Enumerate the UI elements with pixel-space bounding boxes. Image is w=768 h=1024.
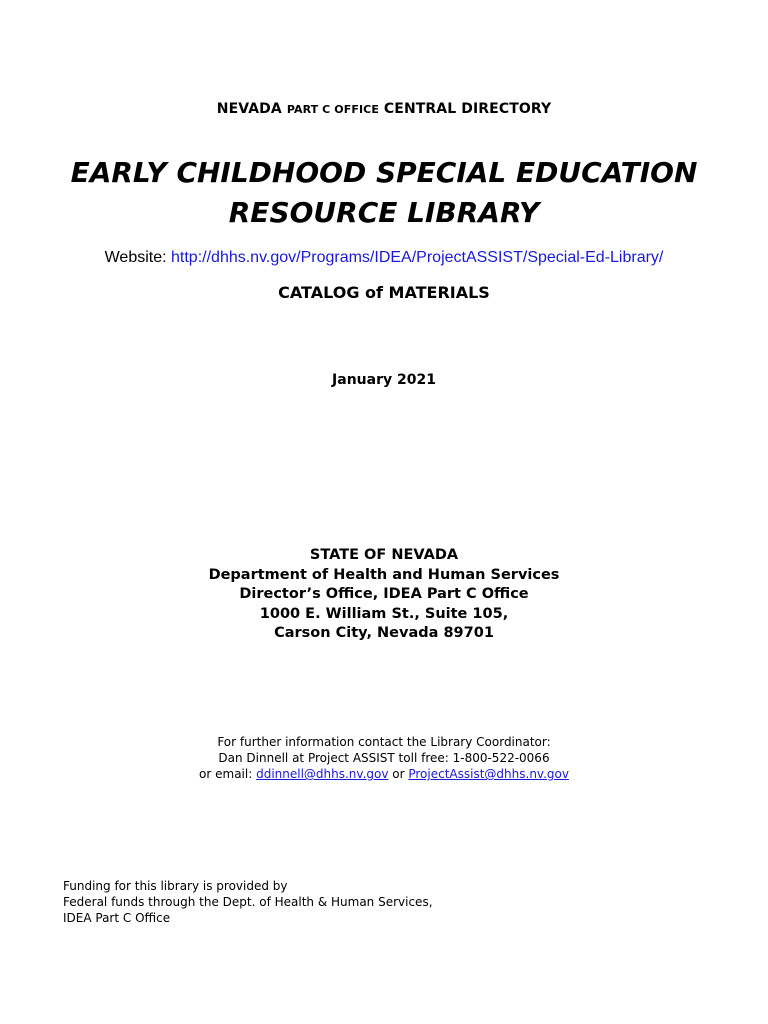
email-or: or xyxy=(388,767,409,781)
office-header-part2: PART C OFFICE xyxy=(286,103,379,116)
contact-block xyxy=(0,734,768,782)
main-title-line1: EARLY CHILDHOOD SPECIAL EDUCATION xyxy=(70,156,698,189)
contact-line-phone: Dan Dinnell at Project ASSIST toll free: 1-800-522-0066 xyxy=(218,751,550,765)
website-label: Website: xyxy=(104,249,172,266)
office-header-part1: NEVADA xyxy=(216,101,287,117)
email-link-ddinnell[interactable]: ddinnell@dhhs.nv.gov xyxy=(256,767,389,781)
address-line-department: Department of Health and Human Services xyxy=(208,566,560,583)
email-link-projectassist[interactable]: ProjectAssist@dhhs.nv.gov xyxy=(408,767,569,781)
funding-line3: IDEA Part C Office xyxy=(63,911,171,925)
publication-date: January 2021 xyxy=(332,372,436,388)
funding-line1: Funding for this library is provided by xyxy=(63,879,288,893)
address-line-office: Director’s Office, IDEA Part C Office xyxy=(239,586,529,602)
office-header-part3: CENTRAL DIRECTORY xyxy=(378,101,552,117)
office-header xyxy=(0,101,768,117)
website-line xyxy=(0,249,768,267)
main-title xyxy=(0,153,768,233)
funding-block xyxy=(63,878,433,926)
funding-line2: Federal funds through the Dept. of Health & Human Services, xyxy=(63,895,433,909)
address-block xyxy=(0,546,768,644)
main-title-line2: RESOURCE LIBRARY xyxy=(228,196,540,229)
address-line-state: STATE OF NEVADA xyxy=(309,547,459,563)
catalog-title: CATALOG of MATERIALS xyxy=(278,283,490,302)
website-link[interactable]: http://dhhs.nv.gov/Programs/IDEA/ProjectASSIST/Special-Ed-Library/ xyxy=(171,249,664,266)
email-prefix: or email: xyxy=(199,767,257,781)
contact-line-email xyxy=(0,766,768,782)
address-line-city: Carson City, Nevada 89701 xyxy=(274,625,494,641)
address-line-street: 1000 E. William St., Suite 105, xyxy=(259,605,509,622)
contact-line-intro: For further information contact the Library Coordinator: xyxy=(217,735,551,749)
